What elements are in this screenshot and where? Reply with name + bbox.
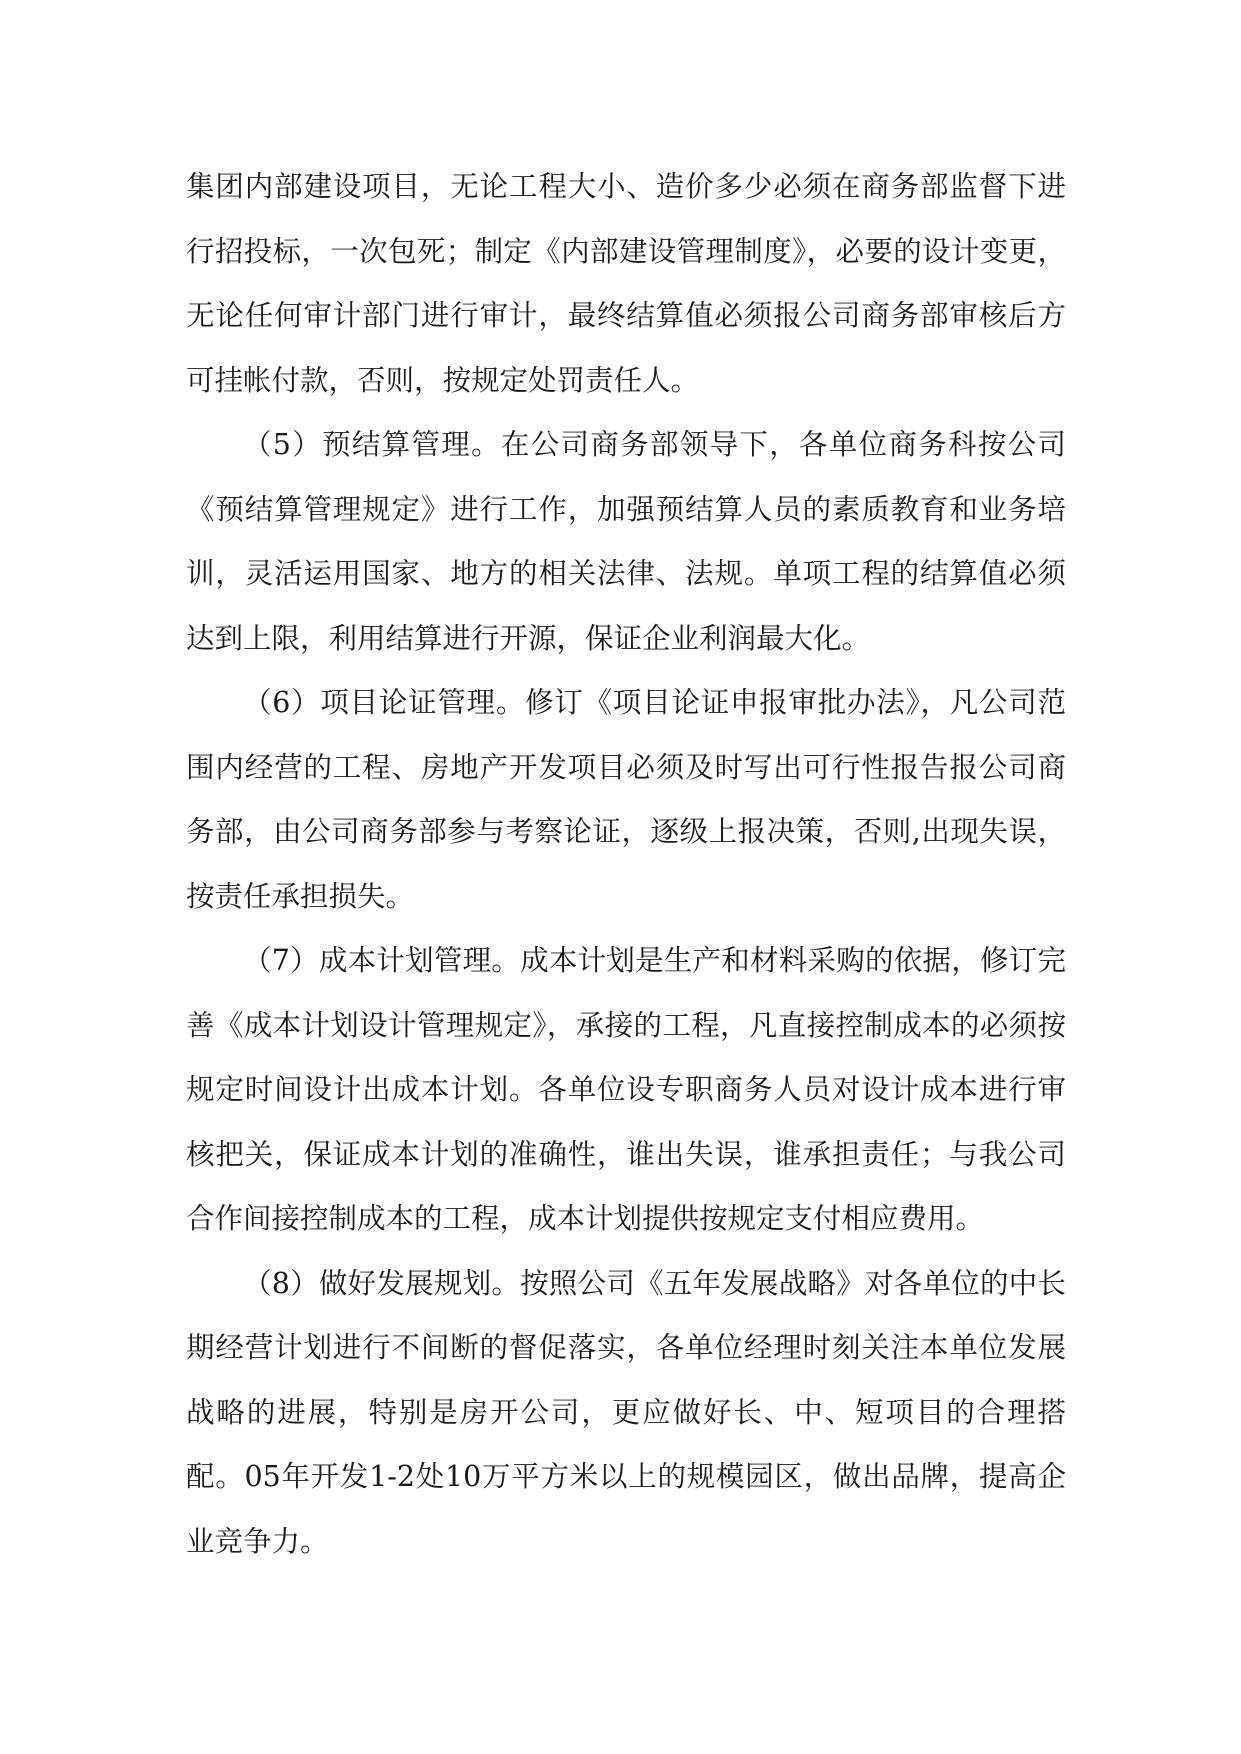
paragraph-project-appraisal: （6）项目论证管理。修订《项目论证申报审批办法》，凡公司范围内经营的工程、房地产开发项目必须及时写出可行性报告报公司商务部，由公司商务部参与考察论证，逐级上报决策，否则,出现失误，按责任承担损失。 [186, 686, 1066, 913]
paragraph-budget-settlement: （5）预结算管理。在公司商务部领导下，各单位商务科按公司《预结算管理规定》进行工作，加强预结算人员的素质教育和业务培训，灵活运用国家、地方的相关法律、法规。单项工程的结算值必须达到上限，利用结算进行开源，保证企业利润最大化。 [186, 428, 1066, 655]
paragraph-internal-construction: 集团内部建设项目，无论工程大小、造价多少必须在商务部监督下进行招投标，一次包死；制定《内部建设管理制度》，必要的设计变更，无论任何审计部门进行审计，最终结算值必须报公司商务部审核后方可挂帐付款，否则，按规定处罚责任人。 [186, 170, 1066, 397]
paragraph-development-plan: （8）做好发展规划。按照公司《五年发展战略》对各单位的中长期经营计划进行不间断的督促落实，各单位经理时刻关注本单位发展战略的进展，特别是房开公司，更应做好长、中、短项目的合理搭配。05年开发1-2处10万平方米以上的规模园区，做出品牌，提高企业竞争力。 [186, 1266, 1066, 1558]
document-body [186, 155, 1066, 1574]
paragraph-cost-plan: （7）成本计划管理。成本计划是生产和材料采购的依据，修订完善《成本计划设计管理规定》，承接的工程，凡直接控制成本的必须按规定时间设计出成本计划。各单位设专职商务人员对设计成本进行审核把关，保证成本计划的准确性，谁出失误，谁承担责任；与我公司合作间接控制成本的工程，成本计划提供按规定支付相应费用。 [186, 944, 1066, 1235]
